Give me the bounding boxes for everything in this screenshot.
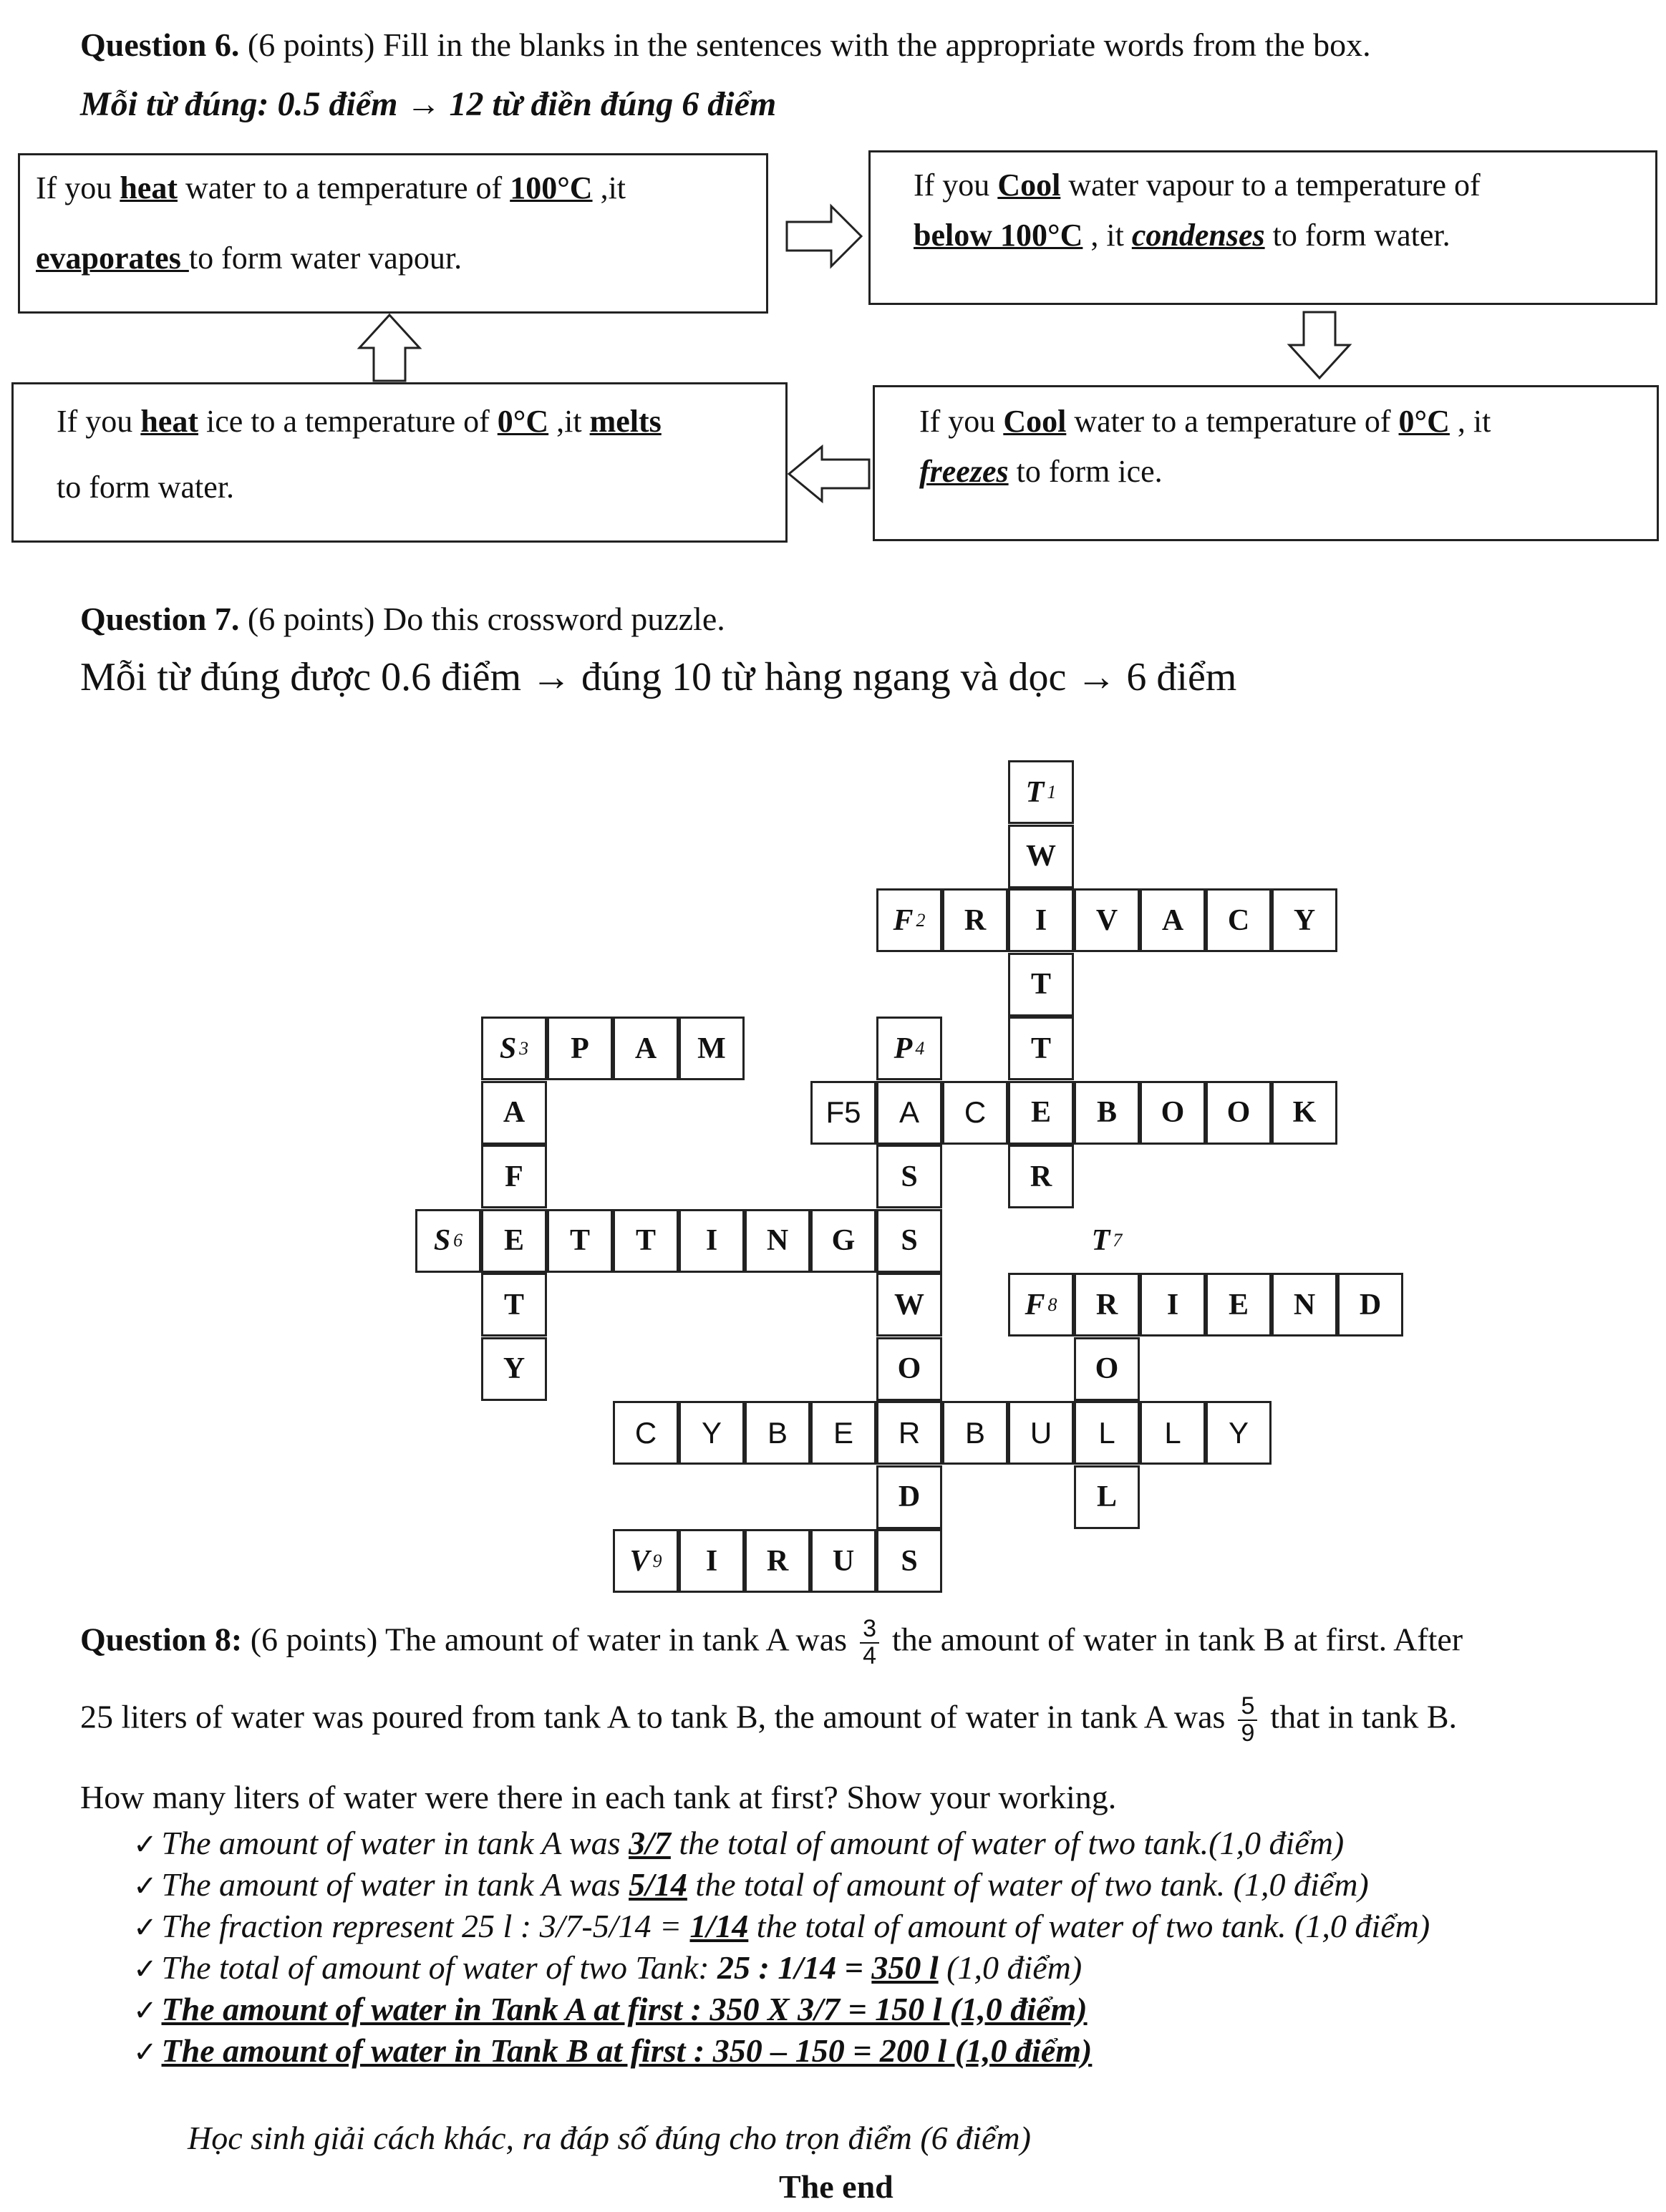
crossword-cell: E [810, 1401, 876, 1465]
crossword-cell: P [547, 1017, 613, 1080]
crossword-cell: A [876, 1081, 942, 1145]
crossword-cell: O [1206, 1081, 1272, 1145]
the-end: The end [779, 2168, 893, 2205]
answer-line-5: ✓ The amount of water in Tank A at first : 350 X 3/7 = 150 l (1,0 điểm) [133, 1991, 1088, 2027]
crossword-cell: I [1140, 1273, 1206, 1337]
crossword-cell: B [942, 1401, 1008, 1465]
q8-line-3: How many liters of water were there in each tank at first? Show your working. [80, 1779, 1117, 1815]
q8-line-2: 25 liters of water was poured from tank A to tank B, the amount of water in tank A was $\frac{5}{9}$ that in tank B. [80, 1692, 1458, 1747]
crossword-cell: F 8 [1008, 1273, 1074, 1337]
answer-cool: Cool [997, 168, 1061, 203]
fraction-5-9: $\frac{5}{9}$ [1238, 1694, 1257, 1746]
crossword-cell: I [679, 1529, 745, 1593]
crossword-cell: T [547, 1209, 613, 1273]
crossword-cell: T 7 [1091, 1224, 1123, 1257]
q8-line-1: Question 8: (6 points) The amount of water in tank A was $\frac{3}{4}$ the amount of water in tank B at first. After [80, 1615, 1463, 1669]
crossword-cell: W [1008, 825, 1074, 888]
crossword-cell: O [1140, 1081, 1206, 1145]
crossword-cell: V 9 [613, 1529, 679, 1593]
crossword-cell: U [810, 1529, 876, 1593]
crossword-cell: O [876, 1337, 942, 1401]
crossword-cell: E [481, 1209, 547, 1273]
crossword-cell: I [1008, 888, 1074, 952]
crossword-cell: M [679, 1017, 745, 1080]
crossword-cell: W [876, 1273, 942, 1337]
crossword-cell: F 2 [876, 888, 942, 952]
answer-melts: melts [589, 404, 662, 439]
crossword-cell: N [1272, 1273, 1337, 1337]
answer-0c: 0°C [497, 404, 549, 439]
crossword-cell: Y [1272, 888, 1337, 952]
crossword-cell: T [613, 1209, 679, 1273]
q7-heading: Question 7. (6 points) Do this crossword puzzle. [80, 601, 725, 637]
crossword-cell: T [1008, 1017, 1074, 1080]
answer-line-4: ✓ The total of amount of water of two Tank: 25 : 1/14 = 350 l (1,0 điểm) [133, 1949, 1083, 1986]
crossword-cell: A [481, 1081, 547, 1145]
answer-evaporates: evaporates [36, 241, 189, 276]
crossword-cell: L [1140, 1401, 1206, 1465]
answer-line-1: ✓ The amount of water in tank A was 3/7 the total of amount of water of two tank.(1,0 điểm) [133, 1825, 1345, 1861]
crossword-cell: R [876, 1401, 942, 1465]
arrow-left-icon [786, 444, 872, 504]
crossword-cell: T [481, 1273, 547, 1337]
arrow-down-icon [1287, 309, 1352, 381]
crossword-cell: S 6 [415, 1209, 481, 1273]
crossword-cell: V [1074, 888, 1140, 952]
q6-box-cool-vapour: If you Cool water vapour to a temperature of below 100°C , it condenses to form water. [868, 150, 1657, 305]
answer-below-100c: below 100°C [914, 218, 1083, 253]
crossword-cell: R [1008, 1145, 1074, 1208]
crossword-cell: Y [481, 1337, 547, 1401]
crossword-cell: B [1074, 1081, 1140, 1145]
crossword-cell: K [1272, 1081, 1337, 1145]
answer-line-3: ✓ The fraction represent 25 l : 3/7-5/14 = 1/14 the total of amount of water of two tank. (1,0 điểm) [133, 1908, 1430, 1944]
crossword-cell: S 3 [481, 1017, 547, 1080]
crossword-cell: L [1074, 1401, 1140, 1465]
crossword-cell: Y [1206, 1401, 1272, 1465]
crossword-cell: A [1140, 888, 1206, 952]
crossword-cell: E [1206, 1273, 1272, 1337]
answer-100c: 100°C [510, 170, 593, 205]
answer-freezes: freezes [919, 454, 1009, 489]
q6-box-heat-ice: If you heat ice to a temperature of 0°C ,it melts to form water. [11, 382, 788, 543]
crossword-cell: F5 [810, 1081, 876, 1145]
answer-heat: heat [120, 170, 178, 205]
grading-note: Học sinh giải cách khác, ra đáp số đúng cho trọn điểm (6 điểm) [188, 2120, 1031, 2156]
crossword-cell: S [876, 1209, 942, 1273]
crossword-cell: P 4 [876, 1017, 942, 1080]
answer-line-6: ✓ The amount of water in Tank B at first : 350 – 150 = 200 l (1,0 điểm) [133, 2032, 1093, 2069]
crossword-cell: O [1074, 1337, 1140, 1401]
answer-cool-2: Cool [1003, 404, 1067, 439]
crossword-cell: R [942, 888, 1008, 952]
answer-line-2: ✓ The amount of water in tank A was 5/14 the total of amount of water of two tank. (1,0 điểm) [133, 1866, 1369, 1903]
arrow-right-icon [784, 203, 864, 269]
crossword-cell: R [745, 1529, 810, 1593]
crossword-cell: B [745, 1401, 810, 1465]
q6-box-heat-water: If you heat water to a temperature of 100°C ,it evaporates to form water vapour. [18, 153, 768, 314]
crossword-cell: G [810, 1209, 876, 1273]
crossword-cell: D [1337, 1273, 1403, 1337]
arrow-up-icon [357, 312, 422, 384]
q6-score-note: Mỗi từ đúng: 0.5 điểm → 12 từ điền đúng 6 điểm [80, 85, 777, 123]
q7-score-note: Mỗi từ đúng được 0.6 điểm → đúng 10 từ hàng ngang và dọc → 6 điểm [80, 655, 1237, 699]
answer-condenses: condenses [1131, 218, 1265, 253]
fraction-3-4: $\frac{3}{4}$ [860, 1616, 879, 1669]
crossword-cell: U [1008, 1401, 1074, 1465]
crossword-cell: C [942, 1081, 1008, 1145]
q6-box-cool-water: If you Cool water to a temperature of 0°C , it freezes to form ice. [873, 385, 1659, 541]
crossword-cell: A [613, 1017, 679, 1080]
crossword-cell: N [745, 1209, 810, 1273]
crossword-cell: E [1008, 1081, 1074, 1145]
crossword-cell: F [481, 1145, 547, 1208]
crossword-cell: C [613, 1401, 679, 1465]
crossword-cell: D [876, 1465, 942, 1529]
crossword-cell: R [1074, 1273, 1140, 1337]
q6-heading: Question 6. (6 points) Fill in the blanks in the sentences with the appropriate words from the box. [80, 26, 1371, 63]
crossword-cell: I [679, 1209, 745, 1273]
crossword-cell: S [876, 1145, 942, 1208]
crossword-cell: T [1008, 953, 1074, 1017]
answer-0c-2: 0°C [1398, 404, 1450, 439]
answer-heat-2: heat [140, 404, 198, 439]
crossword-cell: S [876, 1529, 942, 1593]
crossword-cell: L [1074, 1465, 1140, 1529]
crossword-cell: C [1206, 888, 1272, 952]
crossword-cell: T 1 [1008, 760, 1074, 824]
crossword-cell: Y [679, 1401, 745, 1465]
